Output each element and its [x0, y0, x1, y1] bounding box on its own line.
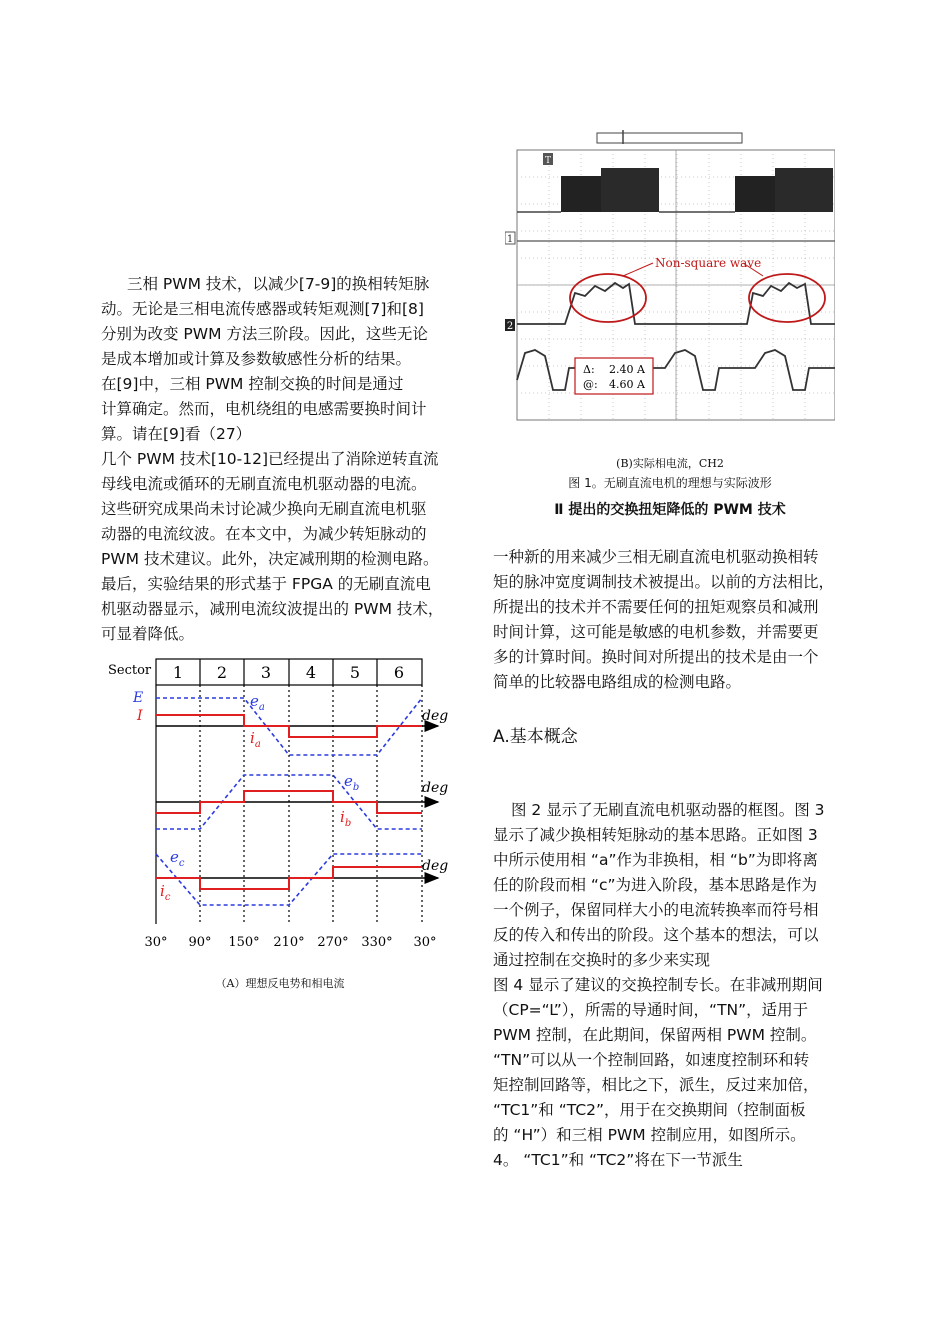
deg-label: deg — [422, 708, 449, 724]
angle-label: 30° — [413, 935, 437, 950]
delta-label: Δ: — [583, 363, 595, 376]
text-line: 机驱动器显示，减刑电流纹波提出的 PWM 技术， — [101, 600, 444, 618]
text-line: “TC1”和 “TC2”，用于在交换期间（控制面板 — [493, 1101, 806, 1119]
sector-number: 6 — [393, 663, 405, 682]
text-line: 是成本增加或计算及参数敏感性分析的结果。 — [101, 350, 412, 368]
figure-a-waveform-diagram — [100, 652, 460, 952]
text-line: 最后，实验结果的形式基于 FPGA 的无刷直流电 — [101, 575, 431, 593]
text-line: 动器的电流纹波。在本文中，为减少转矩脉动的 — [101, 525, 427, 543]
at-value: 4.60 A — [609, 378, 645, 391]
text-line: 图 2 显示了无刷直流电机驱动器的框图。图 3 — [511, 801, 825, 819]
label-ib: $i_b$ — [340, 808, 352, 829]
section-heading: Ⅱ 提出的交换扭矩降低的 PWM 技术 — [554, 502, 786, 518]
text-line: 时间计算，这可能是敏感的电机参数，并需要更 — [493, 623, 819, 641]
angle-label: 30° — [144, 935, 168, 950]
left-paragraph-2 — [101, 447, 456, 647]
delta-value: 2.40 A — [609, 363, 645, 376]
non-square-wave-label: Non-square wave — [655, 256, 762, 270]
sector-number: 4 — [305, 663, 317, 682]
angle-label: 90° — [188, 935, 212, 950]
text-line: 中所示使用相 “a”作为非换相，相 “b”为即将离 — [493, 851, 818, 869]
label-ic: $i_c$ — [160, 882, 171, 903]
label-eb: $e_b$ — [344, 772, 360, 793]
channel-2-marker: 2 — [506, 321, 514, 332]
sector-number: 5 — [349, 663, 361, 682]
text-line: 图 4 显示了建议的交换控制专长。在非减刑期间 — [493, 976, 823, 994]
text-line: 显示了减少换相转矩脉动的基本思路。正如图 3 — [493, 826, 818, 844]
text-line: 一个例子，保留同样大小的电流转换率而符号相 — [493, 901, 819, 919]
left-paragraph-1 — [101, 272, 456, 447]
subsection-heading: A.基本概念 — [493, 727, 578, 747]
oscilloscope-screenshot — [505, 128, 835, 428]
figure-b-caption: (B)实际相电流，CH2 — [616, 457, 724, 470]
text-line: “TN”可以从一个控制回路，如速度控制环和转 — [493, 1051, 810, 1069]
sector-number: 1 — [172, 663, 184, 682]
trigger-marker: T — [544, 156, 552, 166]
figure-a-caption: （A）理想反电势和相电流 — [215, 977, 345, 990]
text-line: 所提出的技术并不需要任何的扭矩观察员和减刑 — [493, 598, 819, 616]
text-line: （CP=“L”），所需的导通时间，“TN”，适用于 — [493, 1001, 809, 1019]
text-line: 母线电流或循环的无刷直流电机驱动器的电流。 — [101, 475, 427, 493]
angle-label: 330° — [361, 935, 393, 950]
text-line: 矩的脉冲宽度调制技术被提出。以前的方法相比， — [493, 573, 835, 591]
deg-label: deg — [422, 858, 449, 874]
text-line: 算。请在[9]看（27） — [101, 425, 252, 443]
text-line: 4。 “TC1”和 “TC2”将在下一节派生 — [493, 1151, 743, 1169]
deg-label: deg — [422, 780, 449, 796]
sector-label: Sector — [108, 663, 152, 678]
text-line: 计算确定。然而，电机绕组的电感需要换时间计 — [101, 400, 427, 418]
text-line: 通过控制在交换时的多少来实现 — [493, 951, 711, 969]
text-line: 矩控制回路等，相比之下，派生，反过来加倍， — [493, 1076, 819, 1094]
at-label: @: — [583, 378, 598, 391]
sector-number: 3 — [260, 663, 272, 682]
text-line: PWM 技术建议。此外，决定减刑期的检测电路。 — [101, 550, 439, 568]
right-paragraph-3 — [493, 973, 848, 1173]
label-ec: $e_c$ — [170, 848, 185, 869]
angle-label: 150° — [228, 935, 260, 950]
text-line: 反的传入和传出的阶段。这个基本的想法，可以 — [493, 926, 819, 944]
figure-1-caption: 图 1。无刷直流电机的理想与实际波形 — [568, 476, 772, 490]
label-E: E — [133, 690, 144, 706]
text-line: 在[9]中，三相 PWM 控制交换的时间是通过 — [101, 375, 404, 393]
text-line: 多的计算时间。换时间对所提出的技术是由一个 — [493, 648, 819, 666]
text-line: 的 “H”）和三相 PWM 控制应用，如图所示。 — [493, 1126, 806, 1144]
text-line: 动。无论是三相电流传感器或转矩观测[7]和[8] — [101, 300, 424, 318]
angle-label: 270° — [317, 935, 349, 950]
text-line: 任的阶段而相 “c”为进入阶段，基本思路是作为 — [493, 876, 818, 894]
angle-label: 210° — [273, 935, 305, 950]
right-paragraph-1 — [493, 545, 848, 695]
text-line: 分别为改变 PWM 方法三阶段。因此，这些无论 — [101, 325, 428, 343]
text-line: 可显着降低。 — [101, 625, 195, 643]
label-I: I — [137, 708, 143, 724]
label-ea: $e_a$ — [250, 692, 265, 713]
sector-number: 2 — [216, 663, 228, 682]
text-line: 简单的比较器电路组成的检测电路。 — [493, 673, 742, 691]
right-paragraph-2 — [493, 798, 848, 973]
label-ia: $i_a$ — [250, 729, 261, 750]
text-line: 这些研究成果尚未讨论减少换向无刷直流电机驱 — [101, 500, 427, 518]
text-line: PWM 控制，在此期间，保留两相 PWM 控制。 — [493, 1026, 817, 1044]
channel-1-marker: 1 — [506, 234, 514, 245]
text-line: 一种新的用来减少三相无刷直流电机驱动换相转 — [493, 548, 819, 566]
text-line: 几个 PWM 技术[10-12]已经提出了消除逆转直流 — [101, 450, 439, 468]
text-line: 三相 PWM 技术，以减少[7-9]的换相转矩脉 — [127, 275, 430, 293]
